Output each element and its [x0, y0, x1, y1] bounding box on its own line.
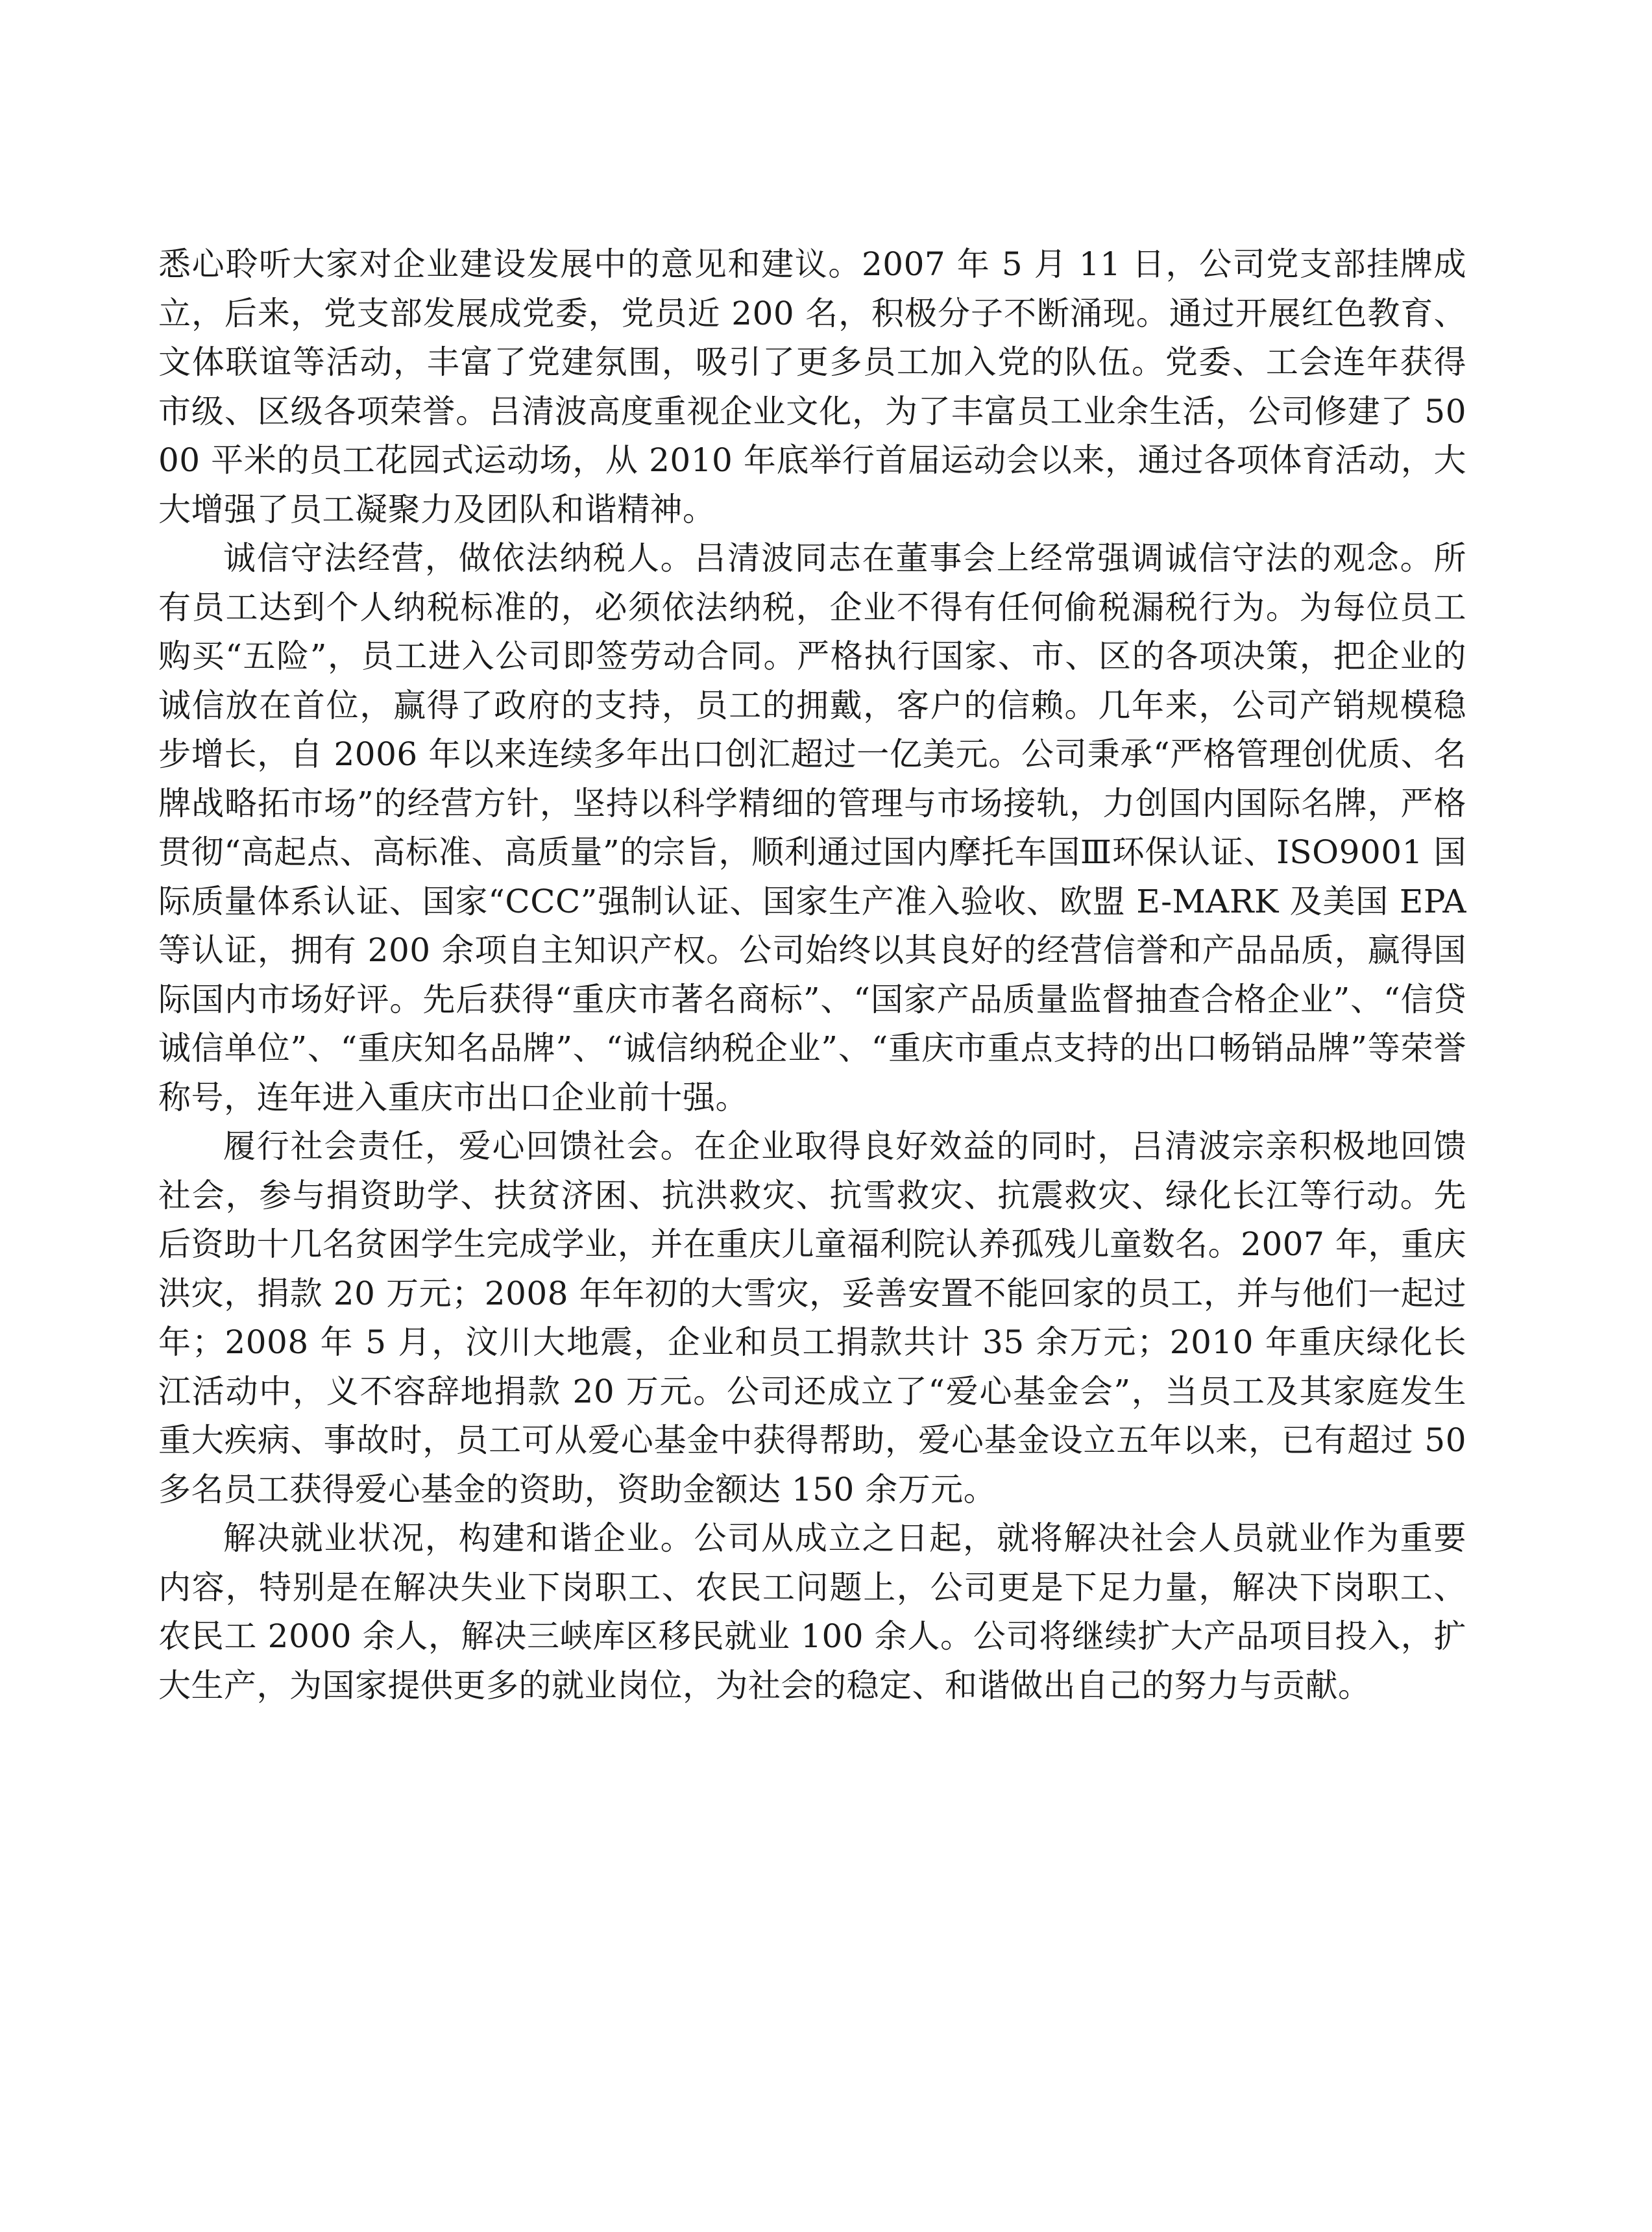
document-body [158, 240, 1466, 1710]
paragraph-employment: 解决就业状况，构建和谐企业。公司从成立之日起，就将解决社会人员就业作为重要内容，特别是在解决失业下岗职工、农民工问题上，公司更是下足力量，解决下岗职工、农民工 2000 余人，解决三峡库区移民就业 100 余人。公司将继续扩大产品项目投入，扩大生产，为国家提供更多的就业岗位，为社会的稳定、和谐做出自己的努力与贡献。 [158, 1519, 1466, 1704]
paragraph-party-building: 悉心聆听大家对企业建设发展中的意见和建议。2007 年 5 月 11 日，公司党支部挂牌成立，后来，党支部发展成党委，党员近 200 名，积极分子不断涌现。通过开展红色教育、文体联谊等活动，丰富了党建氛围，吸引了更多员工加入党的队伍。党委、工会连年获得市级、区级各项荣誉。吕清波高度重视企业文化，为了丰富员工业余生活，公司修建了 5000 平米的员工花园式运动场，从 2010 年底举行首届运动会以来，通过各项体育活动，大大增强了员工凝聚力及团队和谐精神。 [158, 245, 1466, 528]
paragraph-integrity-tax: 诚信守法经营，做依法纳税人。吕清波同志在董事会上经常强调诚信守法的观念。所有员工达到个人纳税标准的，必须依法纳税，企业不得有任何偷税漏税行为。为每位员工购买“五险”，员工进入公司即签劳动合同。严格执行国家、市、区的各项决策，把企业的诚信放在首位，赢得了政府的支持，员工的拥戴，客户的信赖。几年来，公司产销规模稳步增长，自 2006 年以来连续多年出口创汇超过一亿美元。公司秉承“严格管理创优质、名牌战略拓市场”的经营方针，坚持以科学精细的管理与市场接轨，力创国内国际名牌，严格贯彻“高起点、高标准、高质量”的宗旨，顺利通过国内摩托车国Ⅲ环保认证、ISO9001 国际质量体系认证、国家“CCC”强制认证、国家生产准入验收、欧盟 E-MARK 及美国 EPA 等认证，拥有 200 余项自主知识产权。公司始终以其良好的经营信誉和产品品质，赢得国际国内市场好评。先后获得“重庆市著名商标”、“国家产品质量监督抽查合格企业”、“信贷诚信单位”、“重庆知名品牌”、“诚信纳税企业”、“重庆市重点支持的出口畅销品牌”等荣誉称号，连年进入重庆市出口企业前十强。 [158, 539, 1466, 1116]
paragraph-social-responsibility: 履行社会责任，爱心回馈社会。在企业取得良好效益的同时，吕清波宗亲积极地回馈社会，参与捐资助学、扶贫济困、抗洪救灾、抗雪救灾、抗震救灾、绿化长江等行动。先后资助十几名贫困学生完成学业，并在重庆儿童福利院认养孤残儿童数名。2007 年，重庆洪灾，捐款 20 万元；2008 年年初的大雪灾，妥善安置不能回家的员工，并与他们一起过年；2008 年 5 月，汶川大地震，企业和员工捐款共计 35 余万元；2010 年重庆绿化长江活动中，义不容辞地捐款 20 万元。公司还成立了“爱心基金会”，当员工及其家庭发生重大疾病、事故时，员工可从爱心基金中获得帮助，爱心基金设立五年以来，已有超过 50 多名员工获得爱心基金的资助，资助金额达 150 余万元。 [158, 1127, 1466, 1508]
